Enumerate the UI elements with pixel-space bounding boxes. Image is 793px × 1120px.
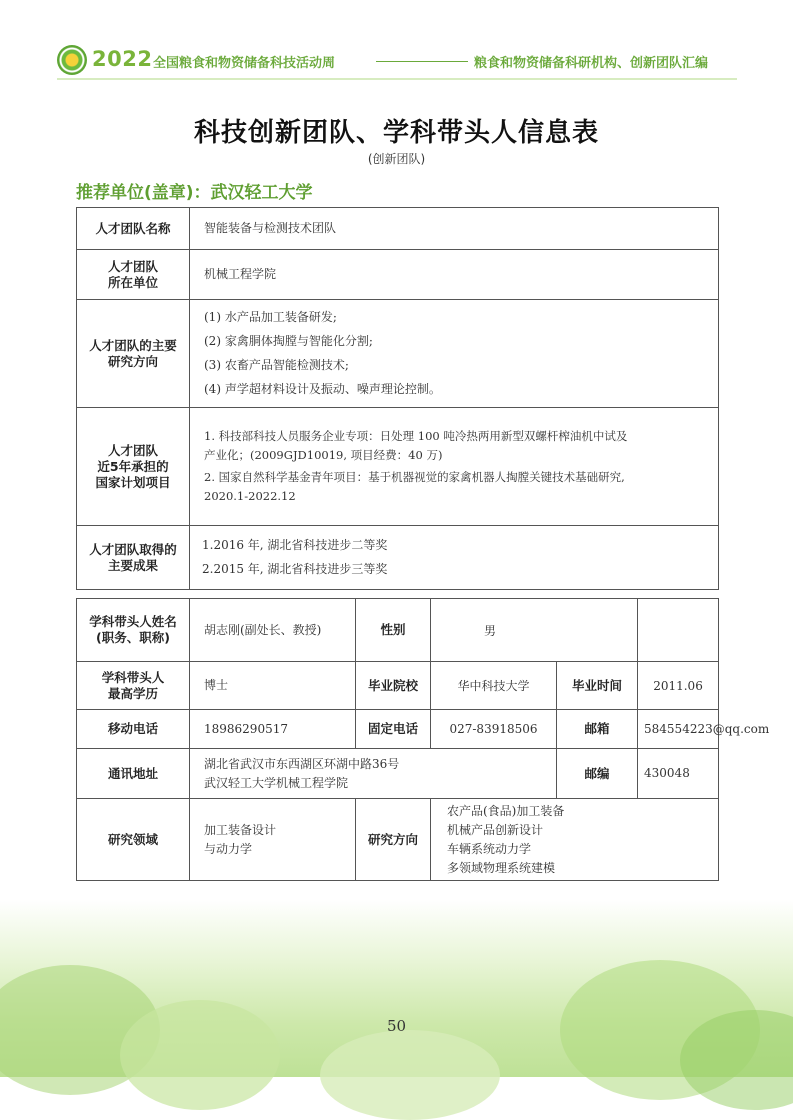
mobile-value: 18986290517 bbox=[190, 710, 356, 749]
mobile-label: 移动电话 bbox=[77, 710, 190, 749]
list-item: (1) 水产品加工装备研发; bbox=[204, 310, 337, 324]
header-compendium-title: 粮食和物资储备科研机构、创新团队汇编 bbox=[474, 56, 709, 71]
team-projects-label: 人才团队 近5年承担的 国家计划项目 bbox=[77, 408, 190, 526]
table-row bbox=[77, 526, 719, 590]
table-row bbox=[77, 250, 719, 300]
list-item: 车辆系统动力学 bbox=[447, 841, 532, 856]
postcode-value: 430048 bbox=[638, 749, 719, 799]
list-item: 农产品(食品)加工装备 bbox=[447, 803, 565, 818]
leader-direction-list bbox=[431, 799, 719, 881]
page-subtitle: (创新团队) bbox=[367, 152, 426, 166]
team-info-table bbox=[76, 207, 719, 590]
grad-time-value: 2011.06 bbox=[638, 662, 719, 710]
header-rule bbox=[57, 78, 737, 80]
table-row bbox=[77, 408, 719, 526]
phone-value: 027-83918506 bbox=[431, 710, 557, 749]
leaf-decoration bbox=[320, 1030, 500, 1120]
field-label: 研究领域 bbox=[77, 799, 190, 881]
leader-name-value: 胡志刚(副处长、教授) bbox=[190, 599, 356, 662]
list-item: 多领域物理系统建模 bbox=[447, 860, 556, 875]
email-value: 584554223@qq.com bbox=[638, 710, 719, 749]
field-value: 加工装备设计 与动力学 bbox=[190, 799, 356, 881]
address-value: 湖北省武汉市东西湖区环湖中路36号 武汉轻工大学机械工程学院 bbox=[190, 749, 557, 799]
empty-cell bbox=[638, 599, 719, 662]
page-header bbox=[0, 0, 793, 80]
team-unit-label: 人才团队 所在单位 bbox=[77, 250, 190, 300]
team-achievement-label: 人才团队取得的 主要成果 bbox=[77, 526, 190, 590]
list-item: (3) 农畜产品智能检测技术; bbox=[204, 358, 349, 372]
school-value: 华中科技大学 bbox=[431, 662, 557, 710]
project-2-line-1: 2. 国家自然科学基金青年项目：基于机器视觉的家禽机器人掏膛关键技术基础研究, bbox=[204, 470, 625, 484]
leader-name-label: 学科带头人姓名 (职务、职称) bbox=[77, 599, 190, 662]
school-label: 毕业院校 bbox=[356, 662, 431, 710]
gender-value: 男 bbox=[431, 599, 638, 662]
address-label: 通讯地址 bbox=[77, 749, 190, 799]
header-event-title: 全国粮食和物资储备科技活动周 bbox=[153, 56, 336, 71]
project-2-line-2: 2020.1-2022.12 bbox=[204, 489, 296, 503]
team-direction-label: 人才团队的主要 研究方向 bbox=[77, 300, 190, 408]
degree-label: 学科带头人 最高学历 bbox=[77, 662, 190, 710]
leader-direction-label: 研究方向 bbox=[356, 799, 431, 881]
postcode-label: 邮编 bbox=[557, 749, 638, 799]
list-item: 1.2016 年, 湖北省科技进步二等奖 bbox=[202, 538, 388, 552]
table-row bbox=[77, 799, 719, 881]
table-row bbox=[77, 710, 719, 749]
leader-info-table bbox=[76, 598, 770, 881]
project-1-line-2: 产业化；(2009GJD10019, 项目经费：40 万) bbox=[204, 448, 443, 462]
phone-label: 固定电话 bbox=[356, 710, 431, 749]
header-divider-line bbox=[376, 61, 468, 62]
page-title: 科技创新团队、学科带头人信息表 bbox=[193, 118, 599, 148]
team-unit-value: 机械工程学院 bbox=[190, 250, 719, 300]
list-item: (2) 家禽胴体掏膛与智能化分割; bbox=[204, 334, 373, 348]
page-number: 50 bbox=[386, 1017, 407, 1035]
event-logo-icon bbox=[57, 45, 87, 75]
list-item: 机械产品创新设计 bbox=[447, 822, 544, 837]
table-row bbox=[77, 599, 719, 662]
team-direction-list bbox=[190, 300, 719, 408]
header-year: 2022 bbox=[92, 47, 153, 71]
degree-value: 博士 bbox=[190, 662, 356, 710]
team-name-value: 智能装备与检测技术团队 bbox=[190, 208, 719, 250]
list-item: 2.2015 年, 湖北省科技进步三等奖 bbox=[202, 562, 388, 576]
table-row bbox=[77, 662, 719, 710]
project-1-line-1: 1. 科技部科技人员服务企业专项：日处理 100 吨冷热两用新型双螺杆榨油机中试及 bbox=[204, 429, 628, 443]
team-name-label: 人才团队名称 bbox=[77, 208, 190, 250]
recommending-unit: 推荐单位(盖章)：武汉轻工大学 bbox=[76, 183, 313, 203]
table-row bbox=[77, 300, 719, 408]
email-label: 邮箱 bbox=[557, 710, 638, 749]
team-projects-list bbox=[190, 408, 719, 526]
gender-label: 性别 bbox=[356, 599, 431, 662]
grad-time-label: 毕业时间 bbox=[557, 662, 638, 710]
team-achievement-list bbox=[190, 526, 719, 590]
table-row bbox=[77, 749, 719, 799]
table-row bbox=[77, 208, 719, 250]
list-item: (4) 声学超材料设计及振动、噪声理论控制。 bbox=[204, 382, 441, 396]
